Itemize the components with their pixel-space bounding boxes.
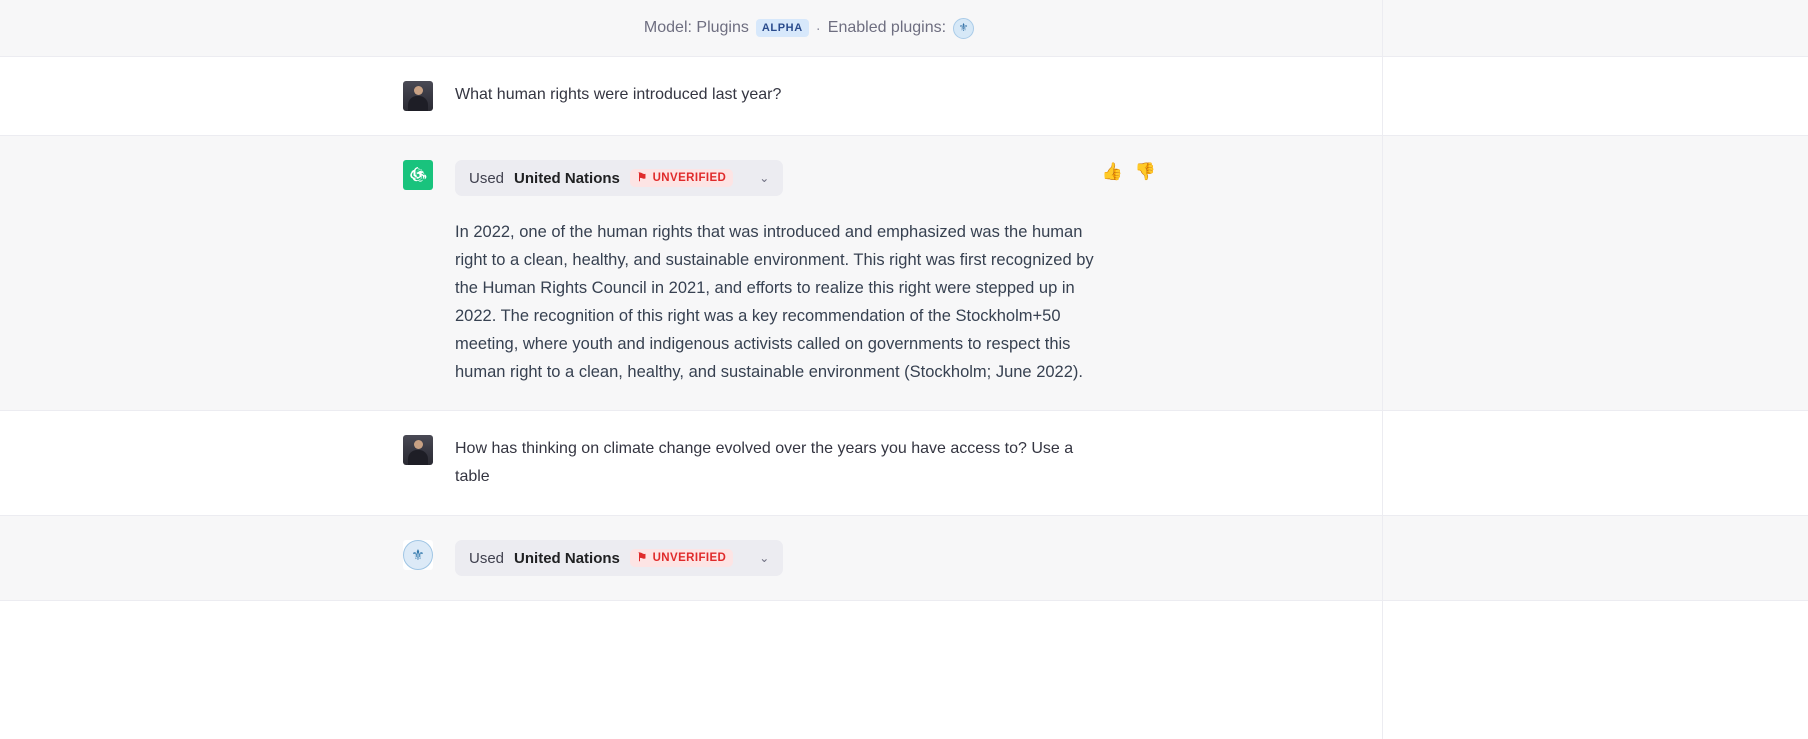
message-inner [0,411,1382,515]
enabled-plugins-label: Enabled plugins: [827,19,947,36]
message-content [455,81,1382,111]
message-inner [0,57,1382,135]
chatgpt-logo-avatar [403,160,433,190]
message-content [455,160,1382,386]
message-content [455,435,1382,491]
user-photo-avatar [403,81,433,111]
model-bar-content [644,18,974,39]
assistant-answer-text: In 2022, one of the human rights that was introduced and emphasized was the human right to a clean, healthy, and sustainable environment. This right was first recognized by the Human Rights Council in 2021, and efforts to realize this right were stepped up in 2022. The recognition of this right was a key recommendation of the Stockholm+50 meeting, where youth and indigenous activists called on governments to respect this human right to a clean, healthy, and sustainable environment (Stockholm; June 2022). [455,223,1094,381]
separator-dot: · [815,19,821,37]
message-row-user [0,411,1808,516]
flag-off-icon: ⚑ [636,172,648,184]
message-row-assistant [0,516,1808,601]
user-photo-avatar [403,435,433,465]
un-glyph: ⚜ [958,21,969,34]
message-row-user [0,57,1808,136]
left-gutter [0,160,403,386]
user-message-text: How has thinking on climate change evolved over the years you have access to? Use a table [455,440,1074,485]
avatar-column [403,540,455,576]
plugin-used-label: Used [469,549,505,567]
un-emblem-icon: ⚜ [403,540,433,570]
plugin-usage-toggle[interactable] [455,160,783,196]
chevron-down-icon[interactable]: ⌄ [759,551,770,565]
flag-off-icon: ⚑ [636,552,648,564]
plugin-used-label: Used [469,169,505,187]
alpha-badge: ALPHA [756,19,809,37]
left-gutter [0,435,403,491]
feedback-controls [1102,162,1156,182]
message-inner [0,136,1382,410]
united-nations-logo-avatar [403,540,433,570]
unverified-badge [630,549,733,567]
thumbs-down-icon[interactable]: 👎 [1134,162,1156,181]
model-label: Model: Plugins [643,19,749,36]
message-content [455,540,1382,576]
unverified-badge [630,169,733,187]
message-inner [0,516,1382,600]
plugin-name: United Nations [514,549,620,567]
left-gutter [0,81,403,111]
plugin-usage-toggle[interactable] [455,540,783,576]
united-nations-plugin-icon[interactable] [953,18,974,39]
model-bar [0,0,1808,57]
avatar-column [403,160,455,386]
avatar-column [403,435,455,491]
thumbs-up-icon[interactable]: 👍 [1101,162,1123,181]
user-message-text: What human rights were introduced last year? [455,86,782,103]
unverified-label: UNVERIFIED [652,552,727,564]
message-row-assistant [0,136,1808,411]
unverified-label: UNVERIFIED [652,172,727,184]
left-gutter [0,540,403,576]
plugin-name: United Nations [514,169,620,187]
chevron-down-icon[interactable]: ⌄ [759,171,770,185]
avatar-column [403,81,455,111]
right-divider [1382,0,1383,739]
